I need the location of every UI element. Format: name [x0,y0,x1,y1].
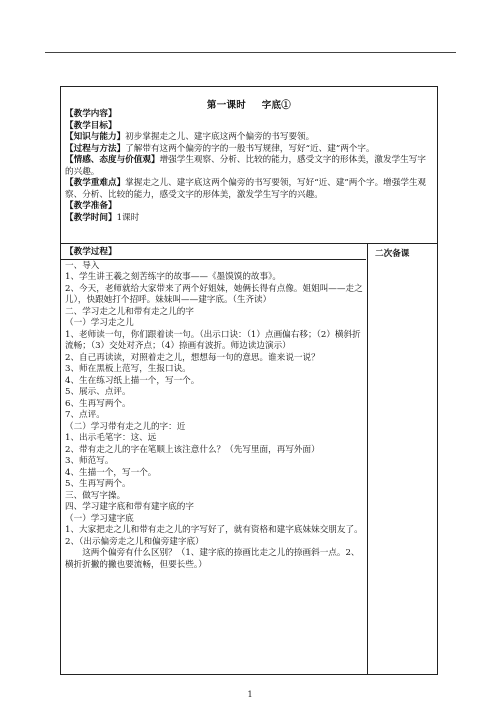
lesson-plan-table [60,86,438,675]
procedure-line: 4、生在练习纸上描一个，写一个。 [65,375,200,386]
intro-line: 【教学内容】 [65,109,117,119]
procedure-line: 3、师在黑板上范写，生报口诀。 [65,364,191,374]
lesson-topic: 字底① [261,100,292,111]
intro-line: 【情感、态度与价值观】增强学生观察、分析、比较的能力，感受文字的形体美，激发学生写字的兴趣。 [65,155,426,177]
intro-line: 【教学准备】 [65,201,117,211]
column-divider [367,243,368,674]
procedure-line: 2、自己再读读，对照着走之儿，想想每一句的意思。谁来说一说？ [65,352,320,363]
procedure-line: 一、导入 [65,260,100,271]
procedure-line: 2、（出示偏旁走之儿和偏旁建字底） [65,536,204,547]
intro-line: 【教学目标】 [65,120,117,131]
procedure-line: 1、老师读一句，你们跟着读一句。（出示口诀：（1）点画偏右移；（2）横斜折流畅；（3）交处对齐点；（4）捺画有波折。师边读边演示） [65,329,361,351]
section-divider [61,243,437,244]
procedure-line: 1、出示毛笔字：这、远 [65,433,157,443]
procedure-line: 1、大家把走之儿和带有走之儿的字写好了，就有资格和建字底妹妹交朋友了。 [65,525,363,535]
procedure-line: （二）学习带有走之儿的字：近 [65,421,186,432]
procedure-line: （一）学习建字底 [65,513,134,524]
intro-line: 【知识与能力】初步掌握走之儿、建字底这两个偏旁的书写要领。 [65,132,315,142]
procedure-line: 4、生描一个，写一个。 [65,467,157,478]
procedure-line: （一）学习走之儿 [65,318,134,328]
lesson-intro [65,109,433,224]
procedure-heading: 【教学过程】 [65,247,117,257]
procedure-line: 这两个偏旁有什么区别？（1、建字底的捺画比走之儿的捺画斜一点。2、横折折撇的撇也要流畅，但要长些。） [65,548,360,570]
intro-line: 【教学时间】1课时 [65,212,140,223]
procedure-line: 3、师范写。 [65,456,114,466]
procedure-line: 2、带有走之儿的字在笔顺上该注意什么？（先写里面，再写外面） [65,444,320,455]
procedure-line: 5、展示、点评。 [65,387,131,397]
header-rule [45,52,456,53]
intro-line: 【教学重难点】掌握走之儿、建字底这两个偏旁的书写要领，写好“近、建”两个字。增强学生观察、分析、比较的能力，感受文字的形体美，激发学生写字的兴趣。 [65,178,427,200]
lesson-number: 第一课时 [206,100,247,111]
procedure-line: 5、生再写两个。 [65,479,131,489]
procedure-line: 四、学习建字底和带有建字底的字 [65,502,194,512]
procedure-line: 6、生再写两个。 [65,398,131,409]
procedure-line: 二、学习走之儿和带有走之儿的字 [65,306,194,317]
procedure-line: 7、点评。 [65,410,105,420]
teaching-procedure [65,247,363,571]
intro-line: 【过程与方法】了解带有这两个偏旁的字的一般书写规律，写好“近、建”两个字。 [65,143,375,154]
procedure-line: 1、学生讲王羲之刻苦练字的故事——《墨馍馍的故事》。 [65,272,282,282]
procedure-line: 三、做写字操。 [65,490,126,501]
page-number: 1 [247,690,253,699]
second-prep-heading: 二次备课 [375,249,410,259]
procedure-line: 2、今天，老师就给大家带来了两个好姐妹，她俩长得有点像。姐姐叫——走之儿），快跟她打个招呼。妹妹叫——建字底。（生齐读） [65,283,363,305]
